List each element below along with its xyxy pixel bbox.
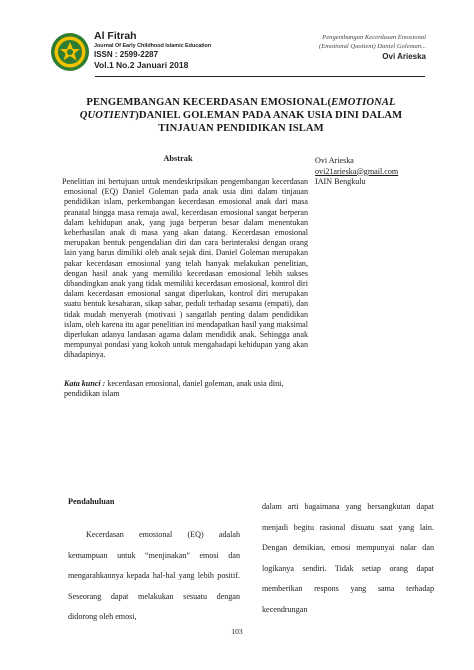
body-left-paragraph: Kecerdasan emosional (EQ) adalah kemampuan untuk “menjinakan” emosi dan mengarahkannya kepada hal-hal yang lebih positif. Seseorang dapat melakukan sesuatu dengan didorong oleh emosi,: [68, 530, 240, 622]
abstract-heading: Abstrak: [163, 154, 193, 163]
author-affiliation: IAIN Bengkulu: [315, 177, 366, 187]
author-name: Ovi Arieska: [315, 156, 354, 165]
running-author: Ovi Arieska: [382, 52, 426, 61]
title-part2: )DANIEL GOLEMAN PADA ANAK USIA DINI DALAM TINJAUAN PENDIDIKAN ISLAM: [135, 110, 403, 134]
author-email-link[interactable]: ovi21arieska@gmail.com: [315, 166, 399, 176]
section-heading: Pendahuluan: [68, 497, 115, 506]
journal-volume: Vol.1 No.2 Januari 2018: [94, 60, 189, 70]
journal-subtitle: Journal Of Early Childhood Islamic Education: [94, 43, 212, 49]
page-number: 103: [231, 627, 243, 636]
running-header: [256, 33, 426, 62]
abstract-section: [48, 153, 308, 399]
abstract-body: Penelitian ini bertujuan untuk mendeskripsikan pengembangan kecerdasan emosional (EQ) Daniel Goleman pada anak usia dini dalam tinjauan pendidikan islam, perkembangan kecerdasan emosional anak dari masa pranatal hingga masa remaja awal, kecerdasan emosional sangat berperan dalam kehidupan anak, yang juga berperan besar dalam menentukan keberhasilan anak di masa yang akan datang. Kecerdasan emosional merupakan bentuk pengendalian diri dan cara berinteraksi dengan orang lain yang harus dimiliki oleh anak sejak dini. Daniel Goleman merupakan pakar kecerdasan emosional yang telah banyak melakukan penelitian, dengan hasil anak yang memiliki kecerdasan emosional lebih sukses dibandingkan anak yang tidak memiliki kecerdasan emosional, kontrol diri dalam kecerdasan emosional sangat diperlukan, kontrol diri merupakan suatu bentuk kesabaran, sikap sabar, peduli terhadap sesama (empati), dan tidak mudah menyerah (motivasi ) sangatlah penting dalam pendidikan islam, oleh karena itu agar penelitian ini mendapatkan hasil yang maksimal diperlukan adanya landasan agama dalam mendidik anak. Sehingga anak mempunyai pondasi yang kokoh untuk mengahadapi kehidupan yang akan dihadapinya.: [62, 177, 308, 360]
journal-header: [50, 30, 220, 76]
al-fitrah-emblem-icon: [50, 32, 90, 72]
body-right-column: [262, 497, 434, 621]
header-rule: [95, 76, 425, 77]
keywords-label: Kata kunci :: [64, 378, 106, 388]
journal-name: Al Fitrah: [94, 30, 137, 42]
body-right-paragraph: dalam arti bagaimana yang bersangkutan dapat menjadi begitu rasional disuatu saat yang lain. Dengan demikian, emosi mempunyai nalar dan logikanya sendiri. Tidak setiap orang dapat memberikan respons yang sama terhadap kecendrungan: [262, 502, 434, 614]
running-title-line2: (Emotional Quotient) Daniel Goleman...: [319, 43, 426, 50]
paper-title: [76, 96, 406, 135]
keywords-text: kecerdasan emosional, daniel goleman, anak usia dini, pendidikan islam: [64, 378, 284, 398]
author-block: [315, 156, 445, 188]
body-left-column: [68, 497, 240, 628]
journal-issn: ISSN : 2599-2287: [94, 50, 159, 59]
title-part1: PENGEMBANGAN KECERDASAN EMOSIONAL(: [86, 97, 332, 108]
journal-info: [94, 30, 224, 71]
running-title-line1: Pengembangan Kecerdasan Emosional: [322, 34, 426, 41]
keywords: [48, 379, 308, 399]
title-italic: EMOTIONAL QUOTIENT: [79, 97, 396, 121]
